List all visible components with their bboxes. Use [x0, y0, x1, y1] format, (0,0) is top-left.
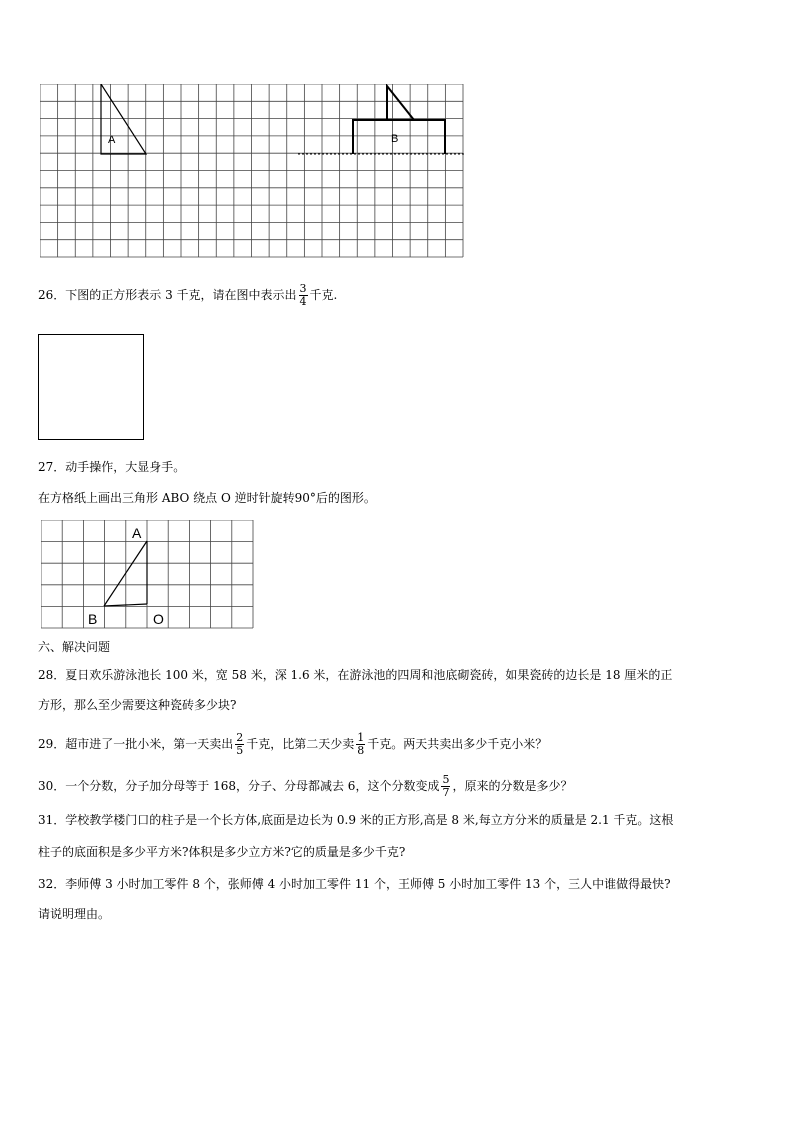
fraction-denominator: 5 [236, 744, 244, 757]
fraction-numerator: 1 [357, 731, 365, 744]
question-29-part3: 千克。两天共卖出多少千克小米？ [367, 737, 548, 751]
question-32-line1: 32．李师傅 3 小时加工零件 8 个，张师傅 4 小时加工零件 11 个，王师傅 5 小时加工零件 13 个，三人中谁做得最快? [38, 877, 671, 891]
question-28-line2: 方形，那么至少需要这种瓷砖多少块? [38, 698, 237, 712]
question-28-line1: 28．夏日欢乐游泳池长 100 米，宽 58 米，深 1.6 米，在游泳池的四周和池底砌瓷砖，如果瓷砖的边长是 18 厘米的正 [38, 668, 673, 682]
question-26-suffix: 千克. [309, 288, 338, 302]
rotation-grid-figure [41, 520, 255, 630]
point-o-label: O [153, 611, 164, 627]
shape-grid-figure [40, 84, 466, 260]
question-30-part2: ，原来的分数是多少？ [452, 779, 573, 793]
fraction-two-fifths [235, 732, 244, 757]
section-6-title: 六、解决问题 [38, 640, 111, 654]
point-a-label: A [132, 525, 142, 541]
fraction-numerator: 5 [442, 773, 450, 786]
question-32-line2: 请说明理由。 [38, 907, 111, 921]
question-27-title: 27．动手操作，大显身手。 [38, 460, 186, 474]
question-29 [38, 732, 547, 757]
shape-b-label: B [391, 133, 399, 145]
fraction-denominator: 4 [299, 295, 307, 308]
question-26 [38, 283, 337, 308]
shape-a-label: A [108, 134, 116, 146]
question-31-line2: 柱子的底面积是多少平方米?体积是多少立方米?它的质量是多少千克? [38, 845, 406, 859]
fraction-denominator: 8 [357, 744, 365, 757]
fraction-one-eighth [356, 732, 365, 757]
point-b-label: B [88, 611, 98, 627]
fraction-five-sevenths [441, 774, 450, 799]
fraction-three-quarters [299, 283, 308, 308]
shape-b-outline [353, 86, 445, 154]
question-31-line1: 31．学校教学楼门口的柱子是一个长方体,底面是边长为 0.9 米的正方形,高是 8 米,每立方分米的质量是 2.1 千克。这根 [38, 813, 674, 827]
question-29-part1: 29．超市进了一批小米，第一天卖出 [38, 737, 234, 751]
fraction-denominator: 7 [442, 786, 450, 799]
question-26-text: 26．下图的正方形表示 3 千克，请在图中表示出 [38, 288, 297, 302]
question-27-instruction: 在方格纸上画出三角形 ABO 绕点 O 逆时针旋转90°后的图形。 [38, 491, 376, 505]
answer-square-box[interactable] [38, 334, 144, 440]
fraction-numerator: 3 [299, 282, 307, 295]
question-30-part1: 30．一个分数，分子加分母等于 168，分子、分母都减去 6，这个分数变成 [38, 779, 440, 793]
question-29-part2: 千克，比第二天少卖 [246, 737, 355, 751]
fraction-numerator: 2 [236, 731, 244, 744]
question-30 [38, 774, 572, 799]
